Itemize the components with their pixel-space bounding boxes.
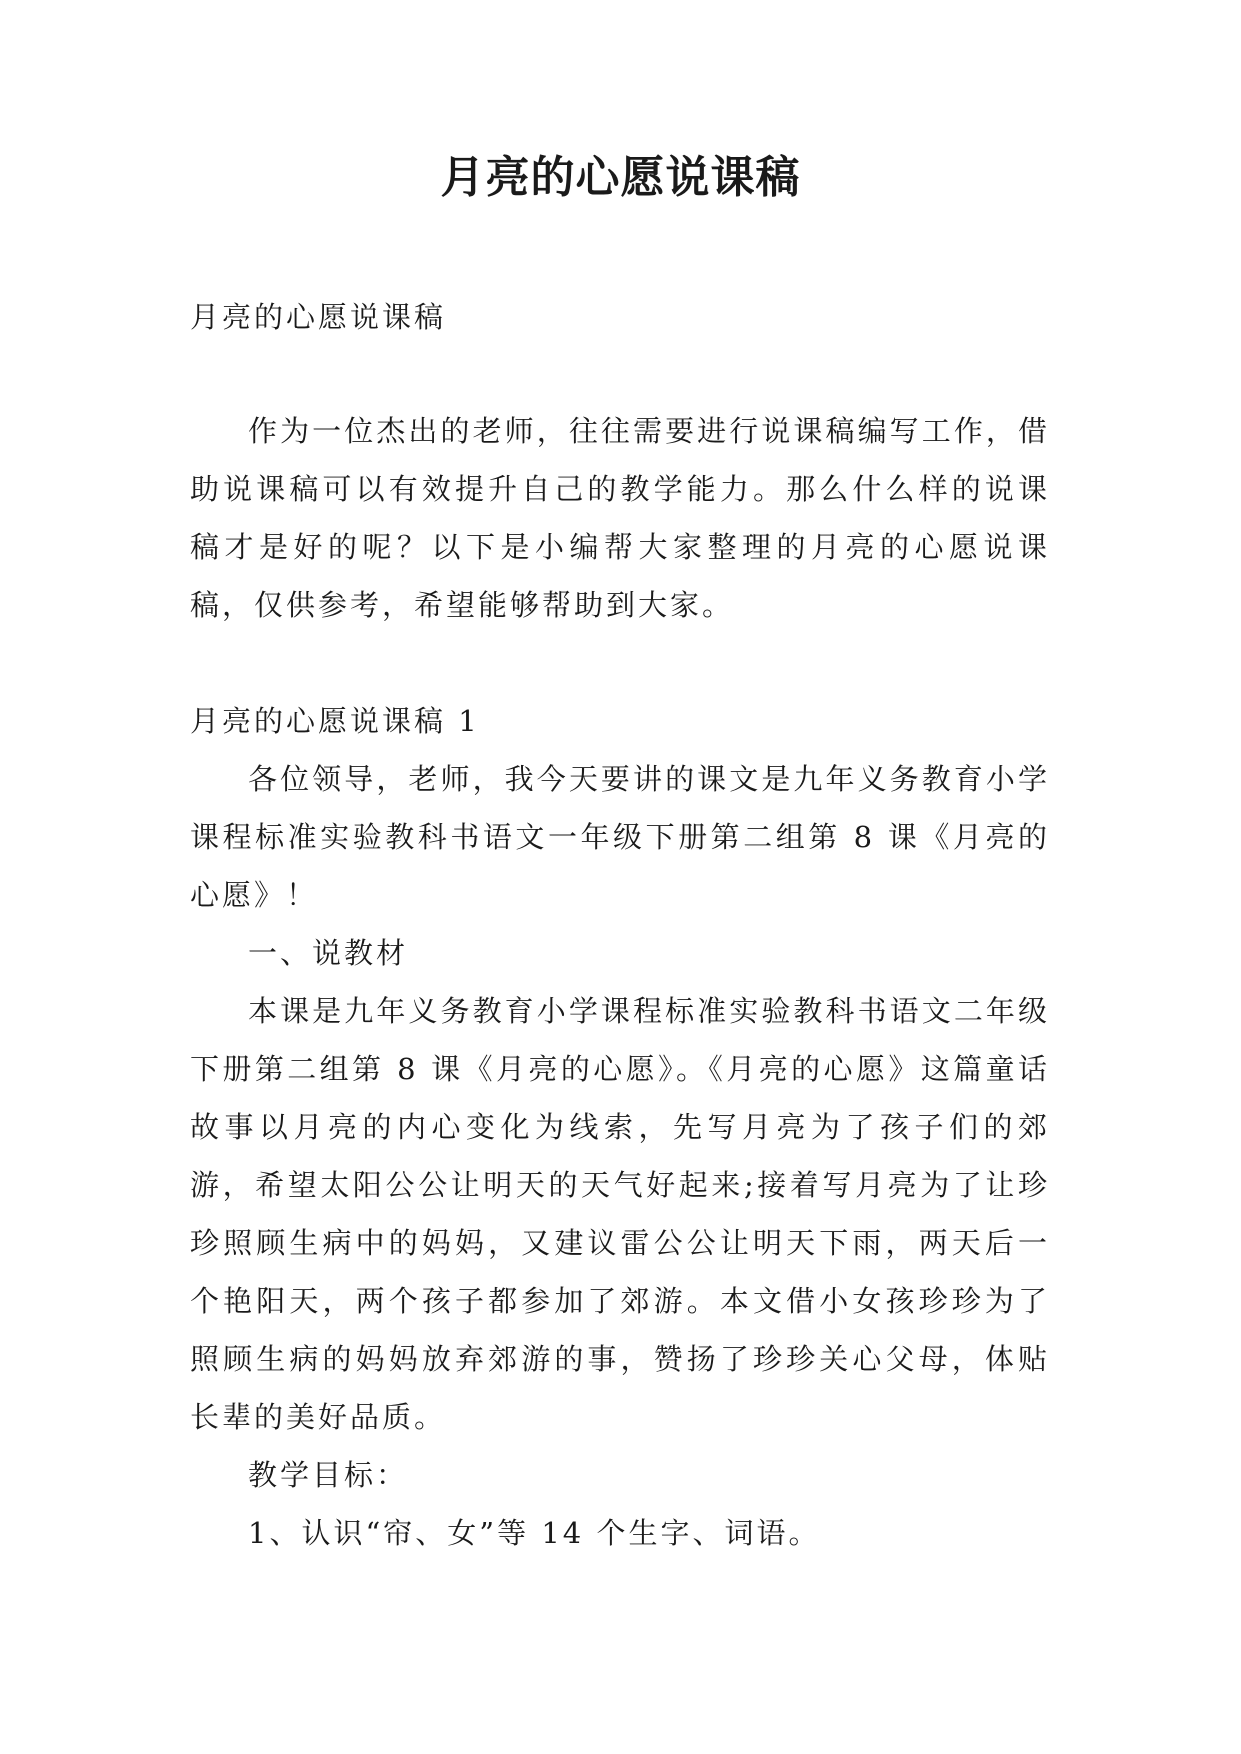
document-subtitle: 月亮的心愿说课稿 — [190, 300, 447, 334]
section-heading: 月亮的心愿说课稿 1 — [190, 704, 480, 738]
document-title: 月亮的心愿说课稿 — [440, 152, 801, 203]
body-paragraph: 本课是九年义务教育小学课程标准实验教科书语文二年级下册第二组第 8 课《月亮的心愿》。《月亮的心愿》这篇童话故事以月亮的内心变化为线索，先写月亮为了孩子们的郊游，希望太阳公公让明天的天气好起来;接着写月亮为了让珍珍照顾生病中的妈妈，又建议雷公公让明天下雨，两天后一个艳阳天，两个孩子都参加了郊游。本文借小女孩珍珍为了照顾生病的妈妈放弃郊游的事，赞扬了珍珍关心父母，体贴长辈的美好品质。 — [190, 994, 1050, 1434]
list-item: 1、认识“帘、女”等 14 个生字、词语。 — [248, 1516, 821, 1550]
section-subheading: 一、说教材 — [248, 936, 409, 970]
section-subheading: 教学目标： — [248, 1458, 409, 1492]
document-body — [190, 288, 1050, 1562]
body-paragraph: 各位领导，老师，我今天要讲的课文是九年义务教育小学课程标准实验教科书语文一年级下册第二组第 8 课《月亮的心愿》！ — [190, 762, 1050, 912]
intro-paragraph: 作为一位杰出的老师，往往需要进行说课稿编写工作，借助说课稿可以有效提升自己的教学能力。那么什么样的说课稿才是好的呢？以下是小编帮大家整理的月亮的心愿说课稿，仅供参考，希望能够帮助到大家。 — [190, 414, 1050, 622]
